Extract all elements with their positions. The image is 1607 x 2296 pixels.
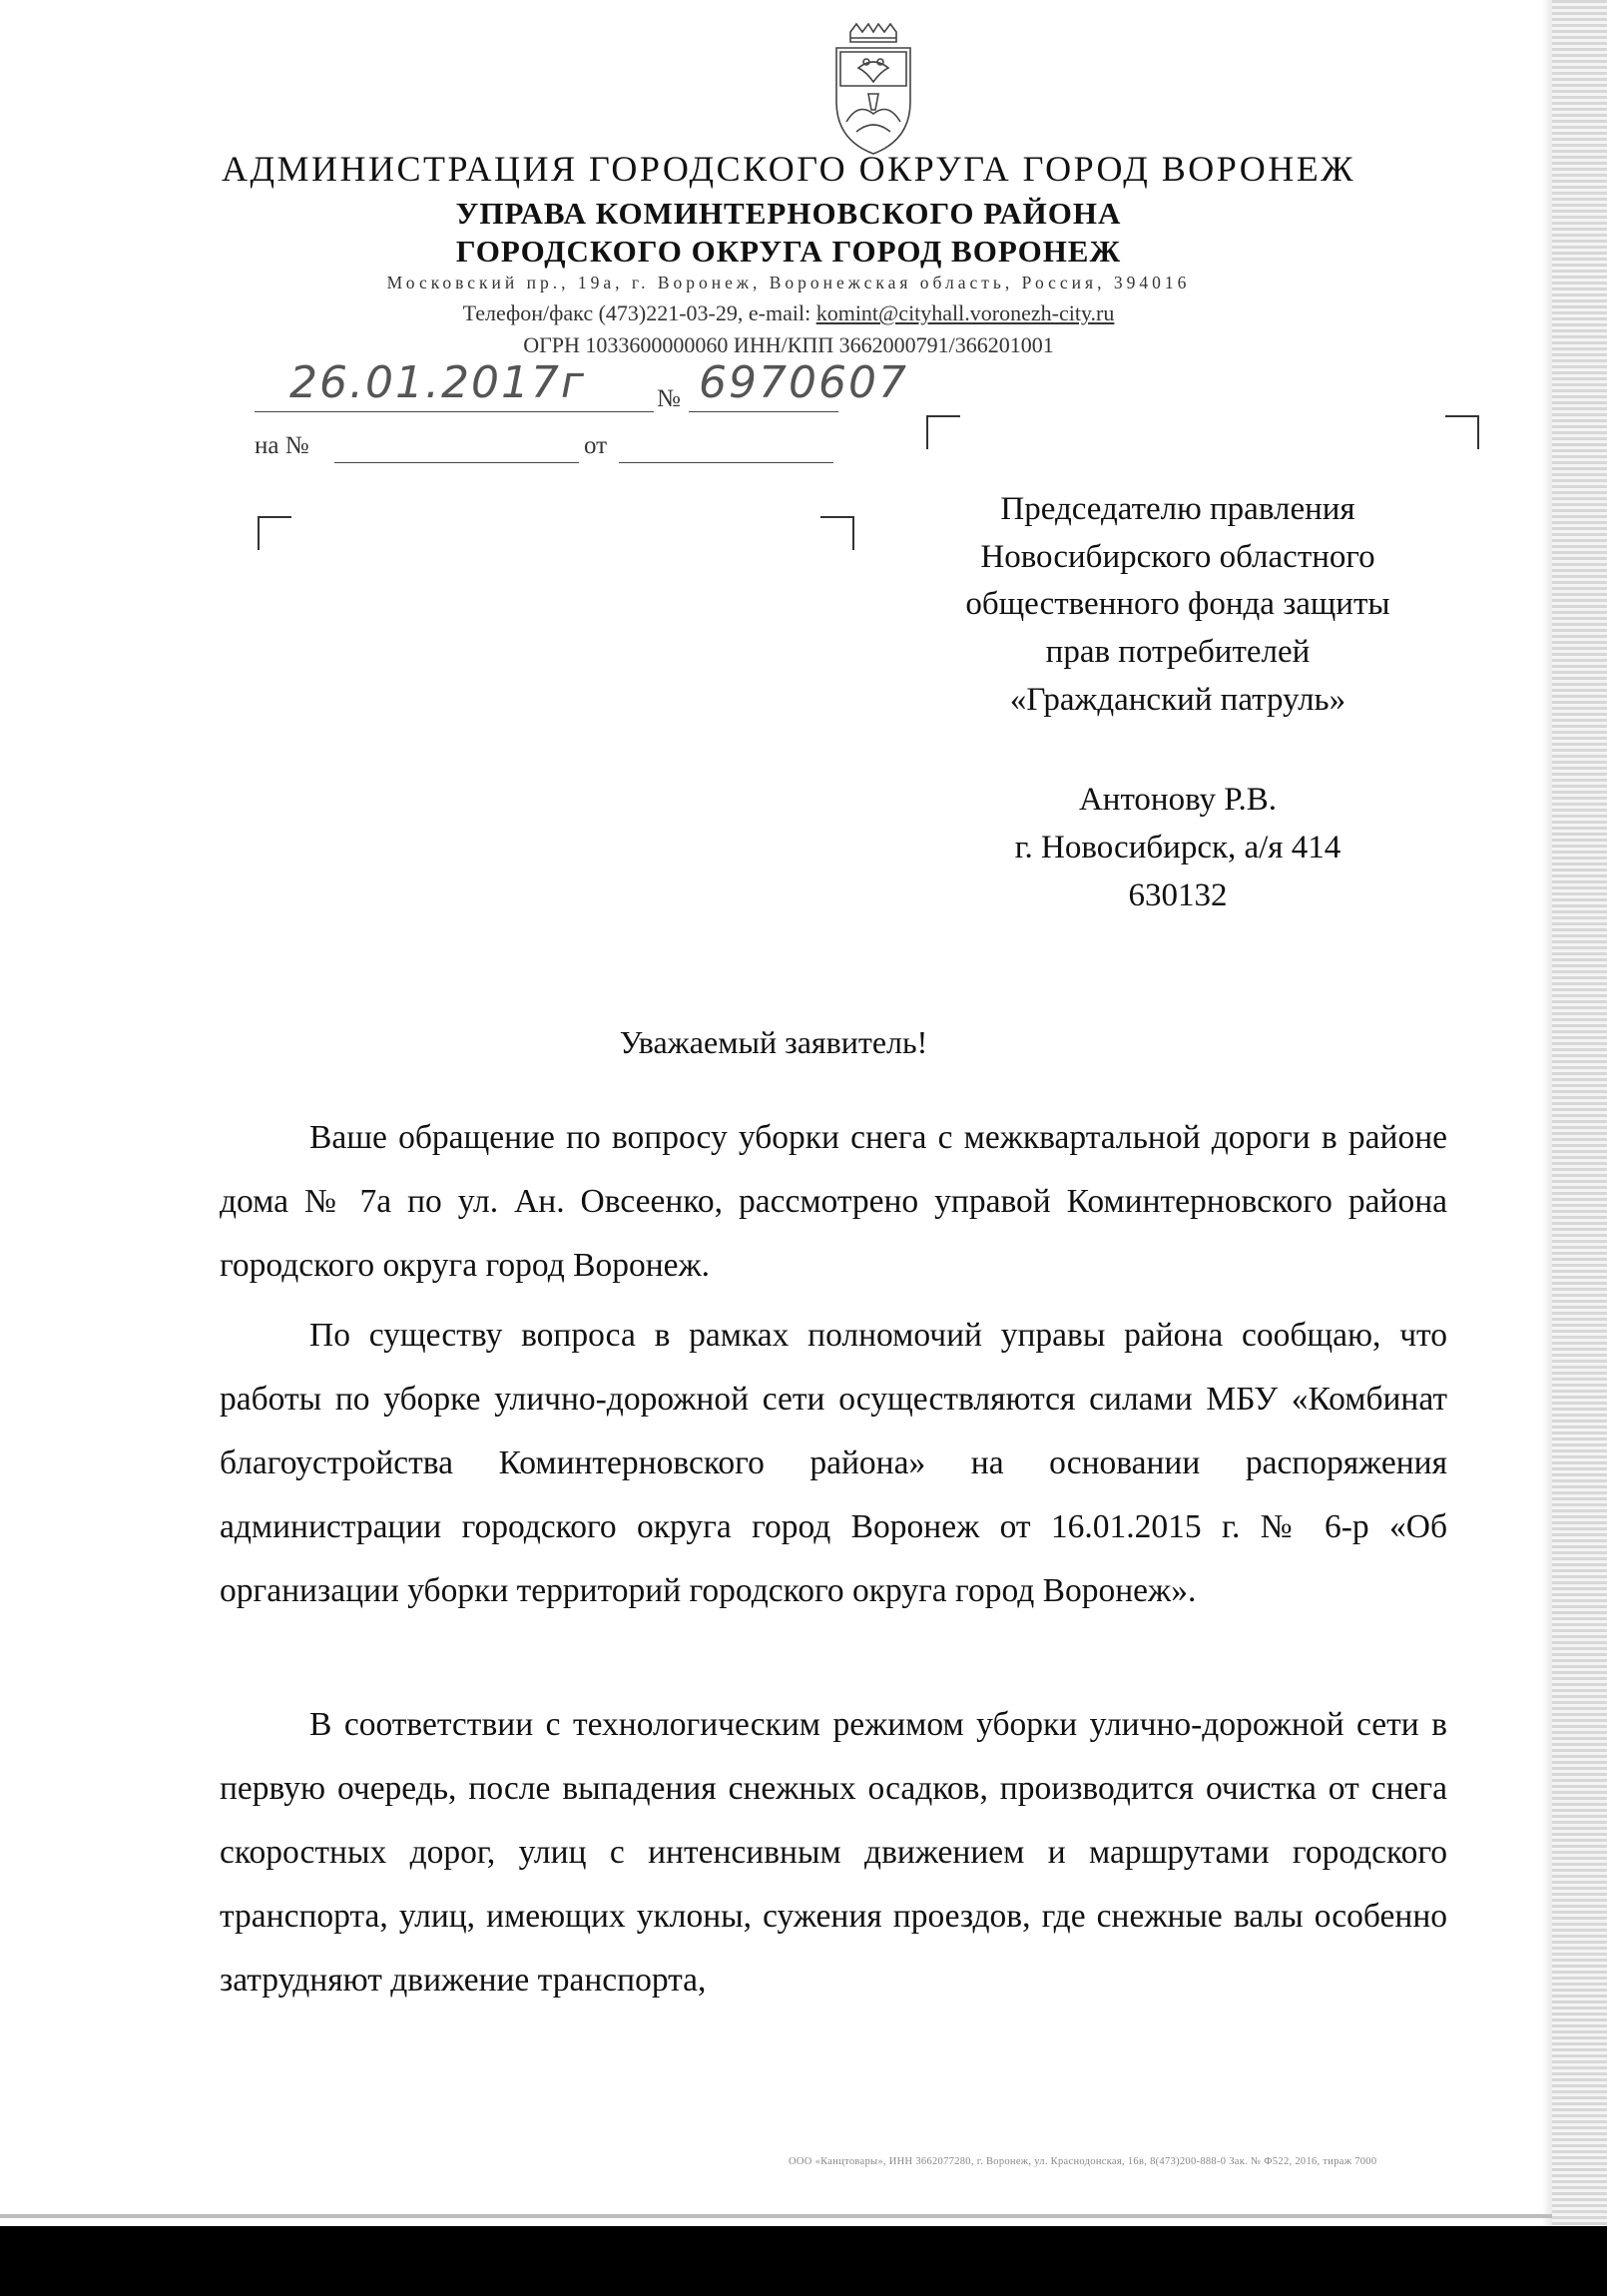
subject-corner-left bbox=[258, 516, 291, 550]
org-subtitle-2: ГОРОДСКОГО ОКРУГА ГОРОД ВОРОНЕЖ bbox=[455, 234, 1122, 269]
org-registration-codes: ОГРН 1033600000060 ИНН/КПП 3662000791/366201001 bbox=[523, 332, 1054, 357]
from-label: от bbox=[584, 432, 608, 459]
org-subtitle-1: УПРАВА КОМИНТЕРНОВСКОГО РАЙОНА bbox=[455, 196, 1122, 231]
address-corner-left bbox=[926, 415, 960, 449]
org-address: Московский пр., 19а, г. Воронеж, Воронежская область, Россия, 394016 bbox=[386, 273, 1191, 292]
address-corner-right bbox=[1445, 415, 1479, 449]
printer-imprint: ООО «Канцтовары», ИНН 3662077280, г. Воронеж, ул. Краснодонская, 16в, 8(473)200-888-0 Зак. № Ф522, 2016, тираж 7000 bbox=[789, 2156, 1377, 2167]
recipient-postcode: 630132 bbox=[1128, 877, 1228, 913]
body-paragraph-3: В соответствии с технологическим режимом уборки улично-дорожной сети в первую очередь, после выпадения снежных осадков, производится очистка от снега скоростных дорог, улиц с интенсивным движением и маршрутами городского транспорта, улиц, имеющих уклоны, сужения проездов, где снежные валы особенно затрудняют движение транспорта, bbox=[220, 1706, 1447, 1999]
recipient-line-4: прав потребителей bbox=[1045, 634, 1311, 670]
scan-bottom-rule bbox=[0, 2214, 1552, 2218]
phone-text: Телефон/факс (473)221-03-29, e-mail: bbox=[462, 300, 816, 325]
subject-corner-right bbox=[820, 516, 854, 550]
recipient-line-3: общественного фонда защиты bbox=[965, 586, 1390, 622]
number-label: № bbox=[657, 385, 681, 412]
reference-line bbox=[334, 462, 579, 463]
recipient-line-5: «Гражданский патруль» bbox=[1009, 682, 1346, 718]
handwritten-date: 26.01.2017г bbox=[289, 357, 587, 408]
coat-of-arms-icon bbox=[828, 22, 918, 157]
org-contact bbox=[150, 299, 1427, 327]
scan-edge-stripe bbox=[1552, 0, 1607, 2226]
body-paragraph-2: По существу вопроса в рамках полномочий управы района сообщаю, что работы по уборке улично-дорожной сети осуществляются силами МБУ «Комбинат благоустройства Коминтерновского района» на основании распоряжения администрации городского округа город Воронеж от 16.01.2015 г. № 6-р «Об организации уборки территорий городского округа город Воронеж». bbox=[220, 1317, 1447, 1609]
recipient-name: Антонову Р.В. bbox=[1078, 782, 1278, 818]
handwritten-number: 6970607 bbox=[699, 357, 908, 408]
scan-bottom-band bbox=[0, 2226, 1607, 2296]
recipient-line-2: Новосибирского областного bbox=[980, 539, 1375, 575]
number-line bbox=[689, 411, 838, 412]
org-title: АДМИНИСТРАЦИЯ ГОРОДСКОГО ОКРУГА ГОРОД ВОРОНЕЖ bbox=[221, 149, 1356, 189]
date-line bbox=[255, 411, 654, 412]
salutation: Уважаемый заявитель! bbox=[619, 1024, 928, 1060]
body-paragraph-1: Ваше обращение по вопросу уборки снега с межквартальной дороги в районе дома № 7а по ул. Ан. Овсеенко, рассмотрено управой Коминтерновского района городского округа город Воронеж. bbox=[220, 1119, 1447, 1284]
recipient-address: г. Новосибирск, а/я 414 bbox=[1014, 830, 1341, 865]
reference-label: на № bbox=[255, 432, 309, 459]
recipient-line-1: Председателю правления bbox=[1000, 491, 1355, 527]
from-line bbox=[619, 462, 833, 463]
email-link[interactable]: komint@cityhall.voronezh-city.ru bbox=[815, 300, 1115, 325]
